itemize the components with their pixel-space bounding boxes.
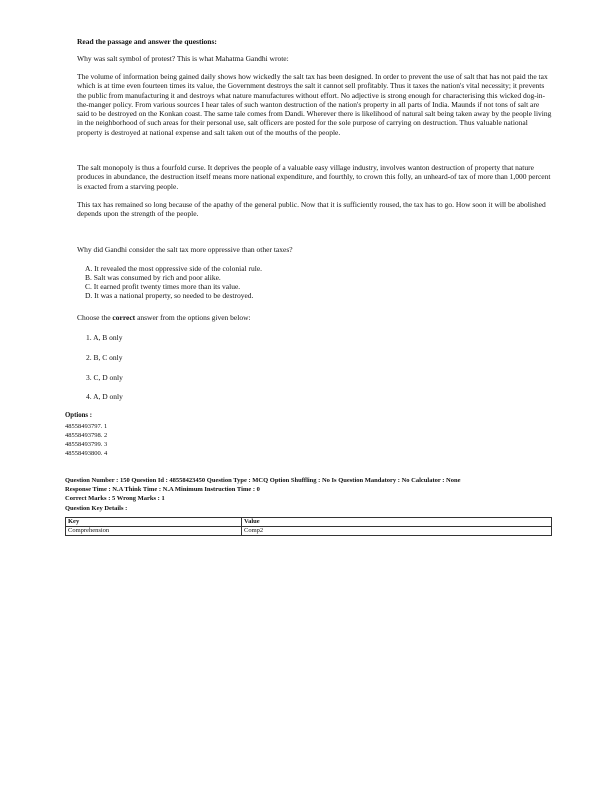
table-cell-key: Comprehension <box>66 527 242 536</box>
question-meta-line-1: Question Number : 150 Question Id : 48558423450 Question Type : MCQ Option Shuffling : No Is Question Mandatory : No Calculator : None <box>65 477 461 484</box>
answer-choice-4[interactable]: 4. A, D only <box>86 392 123 401</box>
question-meta-line-3: Correct Marks : 5 Wrong Marks : 1 <box>65 495 165 502</box>
passage-paragraph-3: This tax has remained so long because of the apathy of the general public. Now that it is sufficiently roused, the tax has to go. How soon it will be abolished depends upon the strength of the people. <box>77 200 546 219</box>
instruction-heading: Read the passage and answer the questions: <box>77 37 217 46</box>
table-row <box>66 518 552 527</box>
question-key-table <box>65 517 552 536</box>
passage-paragraph-1: The volume of information being gained daily shows how wickedly the salt tax has been designed. In order to prevent the use of salt that has not paid the tax which is at time even fourteen times its value, the Government destroys the salt it cannot sell profitably. Thus it taxes the nation's vital necessity; it prevents the public from manufacturing it and destroys what nature manufactures without effort. No adjective is strong enough for characterising this wicked dog-in-the-manger policy. From various sources I hear tales of such wanton destruction of the nation's property in all parts of India. Maunds if not tons of salt are said to be destroyed on the Konkan coast. The same tale comes from Dandi. Wherever there is likelihood of natural salt being taken away by the people living in the neighborhood of such areas for their personal use, salt officers are posted for the sole purpose of carrying on destruction. Thus valuable national property is destroyed at national expense and salt taken out of the mouths of the people. <box>77 72 552 137</box>
choose-instruction: Choose the correct answer from the options given below: <box>77 313 251 322</box>
option-id-2: 48558493798. 2 <box>65 432 108 439</box>
passage-intro: Why was salt symbol of protest? This is what Mahatma Gandhi wrote: <box>77 54 289 63</box>
table-cell-value: Comp2 <box>242 527 552 536</box>
table-header-key: Key <box>66 518 242 527</box>
option-id-1: 48558493797. 1 <box>65 423 108 430</box>
answer-choice-1[interactable]: 1. A, B only <box>86 333 123 342</box>
options-label: Options : <box>65 412 93 419</box>
option-id-3: 48558493799. 3 <box>65 441 108 448</box>
question-meta-line-2: Response Time : N.A Think Time : N.A Minimum Instruction Time : 0 <box>65 486 260 493</box>
table-header-value: Value <box>242 518 552 527</box>
passage-paragraph-2: The salt monopoly is thus a fourfold curse. It deprives the people of a valuable easy village industry, involves wanton destruction of property that nature produces in abundance, the destruction itself means more national expenditure, and fourthly, to crown this folly, an unheard-of tax of more than 1,000 percent is exacted from a starving people. <box>77 163 551 191</box>
option-id-4: 48558493800. 4 <box>65 450 108 457</box>
statement-d: D. It was a national property, so needed to be destroyed. <box>85 291 254 300</box>
answer-choice-3[interactable]: 3. C, D only <box>86 373 123 382</box>
statement-a: A. It revealed the most oppressive side of the colonial rule. <box>85 264 263 273</box>
answer-choice-2[interactable]: 2. B, C only <box>86 353 123 362</box>
table-row <box>66 527 552 536</box>
choose-emphasis: correct <box>112 313 136 322</box>
statement-c: C. It earned profit twenty times more than its value. <box>85 282 241 291</box>
question-key-details-label: Question Key Details : <box>65 505 128 512</box>
statement-b: B. Salt was consumed by rich and poor alike. <box>85 273 221 282</box>
question-text: Why did Gandhi consider the salt tax more oppressive than other taxes? <box>77 245 293 254</box>
